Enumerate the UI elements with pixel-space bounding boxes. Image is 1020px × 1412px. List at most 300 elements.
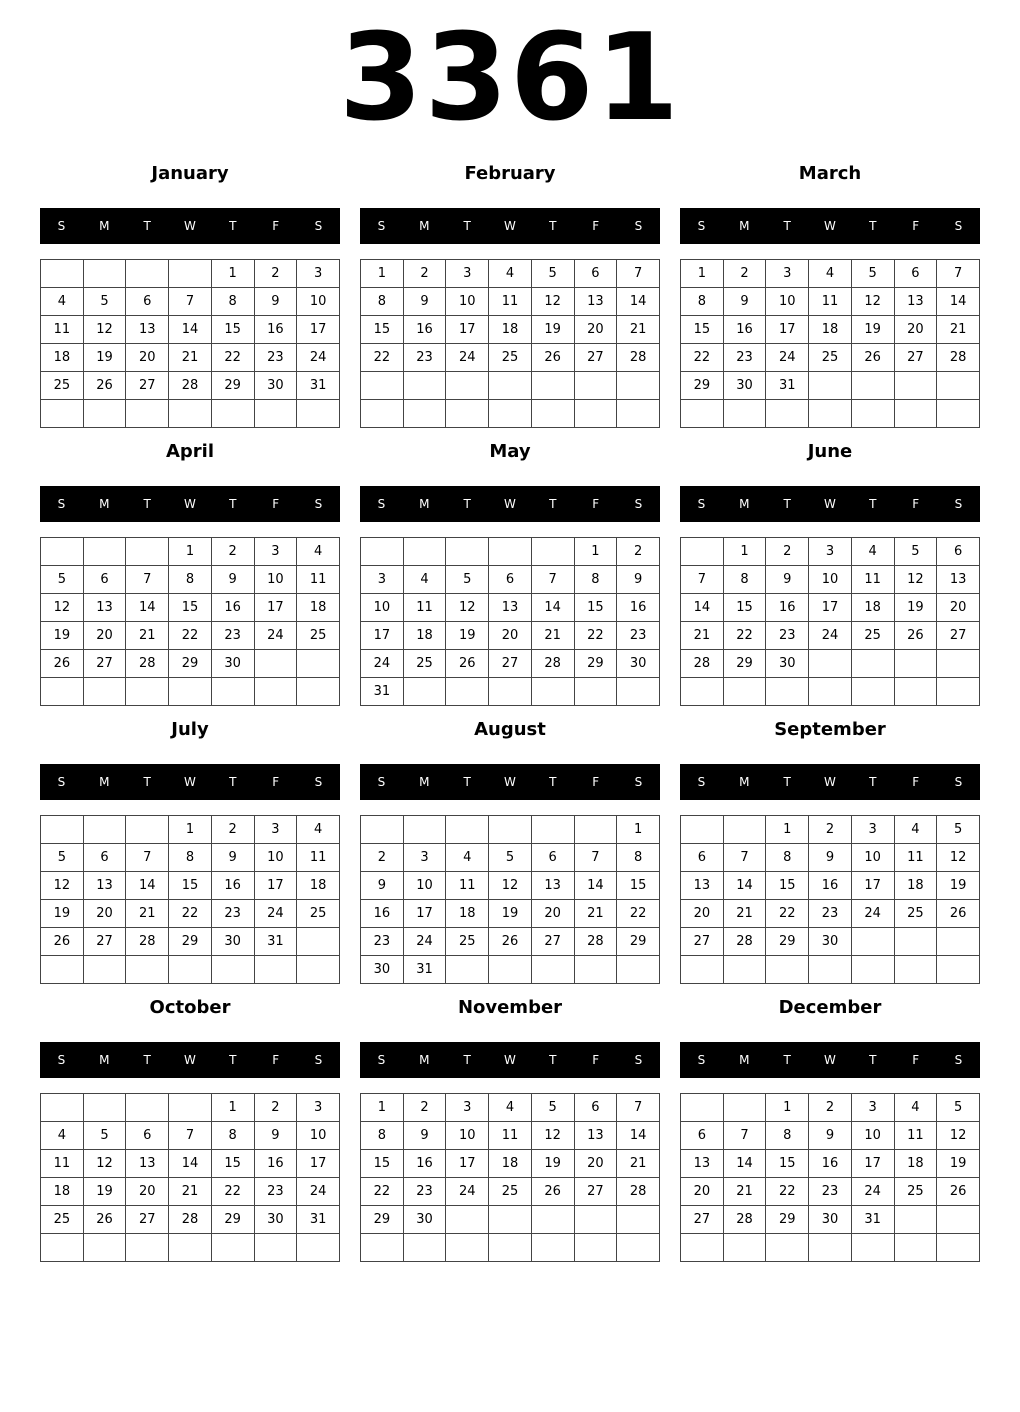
day-cell: 8 — [617, 844, 660, 872]
day-cell: 25 — [809, 344, 852, 372]
day-cell: 9 — [254, 1122, 297, 1150]
day-cell: 20 — [489, 622, 532, 650]
day-cell — [489, 956, 532, 984]
day-cell: 17 — [254, 594, 297, 622]
day-cell — [297, 650, 340, 678]
day-cell: 3 — [297, 260, 340, 288]
day-cell: 12 — [41, 594, 84, 622]
day-grid — [360, 815, 660, 984]
month-name: December — [778, 997, 882, 1018]
weekday-header — [40, 764, 340, 800]
week-row — [361, 650, 660, 678]
day-cell: 4 — [489, 1094, 532, 1122]
week-row — [681, 900, 980, 928]
day-cell: 2 — [211, 816, 254, 844]
day-cell — [211, 1234, 254, 1262]
weekday-label: W — [824, 1053, 836, 1067]
day-cell — [531, 956, 574, 984]
day-cell: 10 — [254, 844, 297, 872]
day-cell: 1 — [574, 538, 617, 566]
day-cell: 19 — [41, 900, 84, 928]
weekday-label: T — [869, 1053, 877, 1067]
day-cell: 28 — [723, 1206, 766, 1234]
weekday-label: T — [463, 219, 471, 233]
day-cell: 28 — [617, 344, 660, 372]
day-cell: 29 — [766, 928, 809, 956]
day-cell — [41, 956, 84, 984]
day-cell: 26 — [446, 650, 489, 678]
day-cell — [126, 1094, 169, 1122]
day-cell — [723, 1234, 766, 1262]
day-cell — [766, 400, 809, 428]
day-cell: 8 — [361, 288, 404, 316]
day-cell: 12 — [937, 844, 980, 872]
day-cell — [851, 400, 894, 428]
day-cell: 18 — [297, 872, 340, 900]
day-cell: 19 — [894, 594, 937, 622]
weekday-label: W — [504, 775, 516, 789]
day-cell — [254, 678, 297, 706]
day-cell: 13 — [574, 288, 617, 316]
day-cell — [894, 1234, 937, 1262]
day-cell — [403, 816, 446, 844]
day-cell: 20 — [531, 900, 574, 928]
day-cell: 16 — [766, 594, 809, 622]
week-row — [361, 372, 660, 400]
day-cell: 5 — [851, 260, 894, 288]
weekday-label: T — [229, 775, 237, 789]
day-cell: 8 — [766, 1122, 809, 1150]
day-cell: 16 — [403, 316, 446, 344]
weekday-label: S — [314, 775, 323, 789]
day-cell: 16 — [254, 1150, 297, 1178]
week-row — [681, 1234, 980, 1262]
day-cell: 29 — [361, 1206, 404, 1234]
weekday-header — [680, 486, 980, 522]
day-cell: 14 — [126, 872, 169, 900]
day-cell: 4 — [894, 816, 937, 844]
day-cell: 27 — [126, 372, 169, 400]
day-cell — [574, 372, 617, 400]
day-cell: 17 — [809, 594, 852, 622]
day-cell: 7 — [681, 566, 724, 594]
day-cell — [531, 1234, 574, 1262]
day-cell: 2 — [254, 260, 297, 288]
day-cell: 4 — [41, 288, 84, 316]
week-row — [41, 538, 340, 566]
day-cell — [403, 372, 446, 400]
day-cell: 29 — [723, 650, 766, 678]
day-grid — [360, 259, 660, 428]
day-cell: 21 — [126, 900, 169, 928]
day-cell: 14 — [723, 872, 766, 900]
weekday-label: F — [272, 1053, 280, 1067]
day-cell: 10 — [403, 872, 446, 900]
day-cell: 8 — [169, 844, 212, 872]
week-row — [41, 956, 340, 984]
day-cell: 24 — [361, 650, 404, 678]
day-cell: 8 — [574, 566, 617, 594]
day-cell: 4 — [894, 1094, 937, 1122]
day-cell: 26 — [937, 900, 980, 928]
day-cell: 6 — [126, 288, 169, 316]
day-cell: 17 — [297, 1150, 340, 1178]
day-cell: 10 — [851, 844, 894, 872]
day-cell — [851, 1234, 894, 1262]
day-cell: 16 — [211, 594, 254, 622]
day-cell: 13 — [681, 1150, 724, 1178]
day-cell: 8 — [723, 566, 766, 594]
weekday-label: S — [697, 775, 706, 789]
weekday-label: T — [783, 497, 791, 511]
day-cell: 30 — [254, 1206, 297, 1234]
weekday-header — [680, 764, 980, 800]
weekday-header — [360, 486, 660, 522]
day-cell — [894, 400, 937, 428]
day-cell: 16 — [254, 316, 297, 344]
day-cell: 17 — [297, 316, 340, 344]
day-cell: 27 — [894, 344, 937, 372]
weekday-label: T — [549, 497, 557, 511]
weekday-label: W — [824, 775, 836, 789]
day-cell: 22 — [361, 344, 404, 372]
weekday-label: W — [824, 219, 836, 233]
week-row — [361, 1178, 660, 1206]
weekday-label: T — [783, 775, 791, 789]
day-grid — [680, 259, 980, 428]
day-cell — [403, 678, 446, 706]
day-cell: 10 — [297, 288, 340, 316]
weekday-label: F — [272, 775, 280, 789]
week-row — [41, 1234, 340, 1262]
day-cell — [681, 816, 724, 844]
day-cell — [617, 400, 660, 428]
day-cell — [851, 372, 894, 400]
day-cell — [169, 400, 212, 428]
week-row — [681, 288, 980, 316]
day-cell — [766, 956, 809, 984]
weekday-label: S — [954, 775, 963, 789]
year-title: 3361 — [339, 9, 681, 148]
day-cell — [446, 816, 489, 844]
day-cell: 18 — [894, 1150, 937, 1178]
day-cell: 5 — [41, 844, 84, 872]
day-cell — [446, 1234, 489, 1262]
day-cell: 15 — [766, 872, 809, 900]
day-cell — [681, 1094, 724, 1122]
day-cell — [894, 956, 937, 984]
day-cell: 27 — [126, 1206, 169, 1234]
day-cell: 11 — [446, 872, 489, 900]
day-cell: 30 — [403, 1206, 446, 1234]
day-cell — [169, 956, 212, 984]
day-cell: 28 — [681, 650, 724, 678]
day-cell — [851, 678, 894, 706]
weekday-label: S — [697, 219, 706, 233]
day-cell — [574, 400, 617, 428]
day-cell: 26 — [83, 372, 126, 400]
day-cell — [851, 650, 894, 678]
day-cell — [809, 956, 852, 984]
day-cell — [403, 1234, 446, 1262]
day-cell: 4 — [41, 1122, 84, 1150]
weekday-label: W — [504, 1053, 516, 1067]
day-cell: 25 — [489, 1178, 532, 1206]
day-cell: 20 — [894, 316, 937, 344]
weekday-label: T — [549, 775, 557, 789]
day-cell: 22 — [574, 622, 617, 650]
day-cell: 27 — [681, 1206, 724, 1234]
day-cell: 11 — [489, 1122, 532, 1150]
week-row — [681, 344, 980, 372]
day-cell: 28 — [617, 1178, 660, 1206]
day-cell: 9 — [809, 1122, 852, 1150]
day-cell — [937, 956, 980, 984]
day-cell — [83, 400, 126, 428]
day-cell: 23 — [617, 622, 660, 650]
week-row — [681, 816, 980, 844]
day-cell — [723, 1094, 766, 1122]
day-cell — [894, 678, 937, 706]
day-cell — [723, 956, 766, 984]
day-cell: 19 — [531, 1150, 574, 1178]
day-cell: 5 — [894, 538, 937, 566]
day-cell: 10 — [254, 566, 297, 594]
month-name: February — [464, 163, 556, 184]
day-cell: 1 — [766, 1094, 809, 1122]
day-cell — [361, 816, 404, 844]
day-cell — [83, 956, 126, 984]
day-cell — [894, 372, 937, 400]
weekday-label: M — [739, 1053, 750, 1067]
day-cell: 19 — [937, 872, 980, 900]
day-cell — [41, 1234, 84, 1262]
day-cell: 5 — [489, 844, 532, 872]
day-cell: 7 — [126, 566, 169, 594]
week-row — [681, 316, 980, 344]
day-cell — [126, 816, 169, 844]
week-row — [361, 900, 660, 928]
day-cell — [851, 956, 894, 984]
day-cell: 17 — [851, 872, 894, 900]
day-cell: 6 — [937, 538, 980, 566]
day-cell: 26 — [531, 1178, 574, 1206]
day-cell: 13 — [83, 594, 126, 622]
day-cell: 21 — [169, 344, 212, 372]
day-cell: 9 — [211, 566, 254, 594]
day-cell: 6 — [574, 1094, 617, 1122]
day-cell — [254, 650, 297, 678]
week-row — [361, 928, 660, 956]
weekday-label: S — [954, 219, 963, 233]
day-cell: 3 — [361, 566, 404, 594]
day-cell: 12 — [446, 594, 489, 622]
day-cell: 4 — [297, 816, 340, 844]
weekday-label: T — [229, 497, 237, 511]
day-cell: 26 — [41, 650, 84, 678]
day-grid — [40, 537, 340, 706]
day-cell: 23 — [403, 1178, 446, 1206]
day-cell: 23 — [809, 1178, 852, 1206]
day-cell: 2 — [254, 1094, 297, 1122]
day-cell: 21 — [126, 622, 169, 650]
weekday-header — [40, 486, 340, 522]
day-cell: 16 — [809, 1150, 852, 1178]
day-cell: 3 — [403, 844, 446, 872]
day-cell: 7 — [531, 566, 574, 594]
day-cell: 22 — [681, 344, 724, 372]
day-cell — [211, 956, 254, 984]
day-cell: 8 — [169, 566, 212, 594]
week-row — [361, 594, 660, 622]
day-cell: 23 — [254, 1178, 297, 1206]
week-row — [681, 372, 980, 400]
day-grid — [680, 537, 980, 706]
day-cell: 24 — [446, 1178, 489, 1206]
day-cell: 5 — [531, 1094, 574, 1122]
day-cell: 27 — [83, 650, 126, 678]
week-row — [361, 872, 660, 900]
day-cell — [446, 678, 489, 706]
day-cell — [297, 956, 340, 984]
day-cell: 7 — [937, 260, 980, 288]
weekday-label: F — [592, 775, 600, 789]
day-cell: 21 — [617, 316, 660, 344]
week-row — [361, 260, 660, 288]
day-cell — [937, 928, 980, 956]
day-cell — [126, 400, 169, 428]
day-cell: 22 — [169, 900, 212, 928]
day-cell: 20 — [574, 316, 617, 344]
day-cell — [41, 1094, 84, 1122]
day-cell — [617, 956, 660, 984]
day-cell: 21 — [531, 622, 574, 650]
weekday-label: S — [634, 1053, 643, 1067]
day-cell: 5 — [446, 566, 489, 594]
day-cell — [809, 1234, 852, 1262]
weekday-label: T — [143, 219, 151, 233]
day-cell — [489, 678, 532, 706]
day-cell: 6 — [574, 260, 617, 288]
day-cell — [126, 678, 169, 706]
day-cell: 7 — [617, 1094, 660, 1122]
day-cell: 29 — [766, 1206, 809, 1234]
day-cell: 9 — [361, 872, 404, 900]
day-cell: 12 — [531, 1122, 574, 1150]
day-cell — [169, 260, 212, 288]
day-cell — [766, 1234, 809, 1262]
day-cell: 4 — [489, 260, 532, 288]
day-cell — [531, 816, 574, 844]
week-row — [681, 1150, 980, 1178]
month-name: November — [457, 997, 563, 1018]
day-cell: 3 — [297, 1094, 340, 1122]
week-row — [681, 594, 980, 622]
day-cell: 29 — [169, 650, 212, 678]
day-cell: 13 — [489, 594, 532, 622]
week-row — [361, 678, 660, 706]
day-cell: 29 — [211, 1206, 254, 1234]
day-cell — [851, 928, 894, 956]
weekday-label: M — [419, 1053, 430, 1067]
day-cell: 25 — [403, 650, 446, 678]
day-cell: 20 — [574, 1150, 617, 1178]
week-row — [41, 872, 340, 900]
day-cell: 28 — [574, 928, 617, 956]
day-cell — [446, 400, 489, 428]
day-cell: 25 — [297, 900, 340, 928]
month-name: April — [165, 441, 215, 462]
day-cell: 20 — [681, 900, 724, 928]
day-cell: 26 — [937, 1178, 980, 1206]
day-cell: 21 — [681, 622, 724, 650]
day-cell: 24 — [851, 900, 894, 928]
day-cell: 10 — [297, 1122, 340, 1150]
weekday-header — [360, 1042, 660, 1078]
day-cell: 1 — [617, 816, 660, 844]
week-row — [41, 1150, 340, 1178]
weekday-label: M — [99, 497, 110, 511]
day-cell: 24 — [254, 622, 297, 650]
day-cell: 17 — [446, 316, 489, 344]
day-cell: 19 — [41, 622, 84, 650]
week-row — [681, 260, 980, 288]
day-cell: 13 — [574, 1122, 617, 1150]
day-cell: 31 — [403, 956, 446, 984]
day-cell: 1 — [211, 260, 254, 288]
day-cell — [83, 1234, 126, 1262]
day-cell: 14 — [723, 1150, 766, 1178]
day-cell: 22 — [723, 622, 766, 650]
day-cell: 25 — [41, 1206, 84, 1234]
week-row — [41, 622, 340, 650]
day-cell — [361, 538, 404, 566]
week-row — [41, 928, 340, 956]
day-cell — [617, 1234, 660, 1262]
week-row — [41, 1206, 340, 1234]
day-cell: 30 — [361, 956, 404, 984]
day-cell: 30 — [766, 650, 809, 678]
day-cell: 12 — [489, 872, 532, 900]
day-cell — [531, 538, 574, 566]
month-name: March — [798, 163, 862, 184]
day-cell: 5 — [41, 566, 84, 594]
week-row — [41, 1178, 340, 1206]
day-cell: 24 — [297, 1178, 340, 1206]
day-cell: 3 — [446, 1094, 489, 1122]
day-cell: 31 — [361, 678, 404, 706]
day-cell: 6 — [83, 844, 126, 872]
day-cell: 21 — [617, 1150, 660, 1178]
day-grid — [680, 815, 980, 984]
day-cell: 28 — [169, 1206, 212, 1234]
day-cell: 20 — [83, 622, 126, 650]
week-row — [41, 900, 340, 928]
day-cell: 31 — [766, 372, 809, 400]
day-cell — [894, 1206, 937, 1234]
day-cell — [254, 1234, 297, 1262]
day-cell — [617, 678, 660, 706]
day-cell — [617, 1206, 660, 1234]
day-cell: 11 — [894, 844, 937, 872]
day-cell — [937, 372, 980, 400]
day-cell: 16 — [809, 872, 852, 900]
day-cell — [809, 650, 852, 678]
day-cell: 17 — [766, 316, 809, 344]
day-cell: 27 — [83, 928, 126, 956]
weekday-label: M — [739, 219, 750, 233]
day-grid — [40, 1093, 340, 1262]
